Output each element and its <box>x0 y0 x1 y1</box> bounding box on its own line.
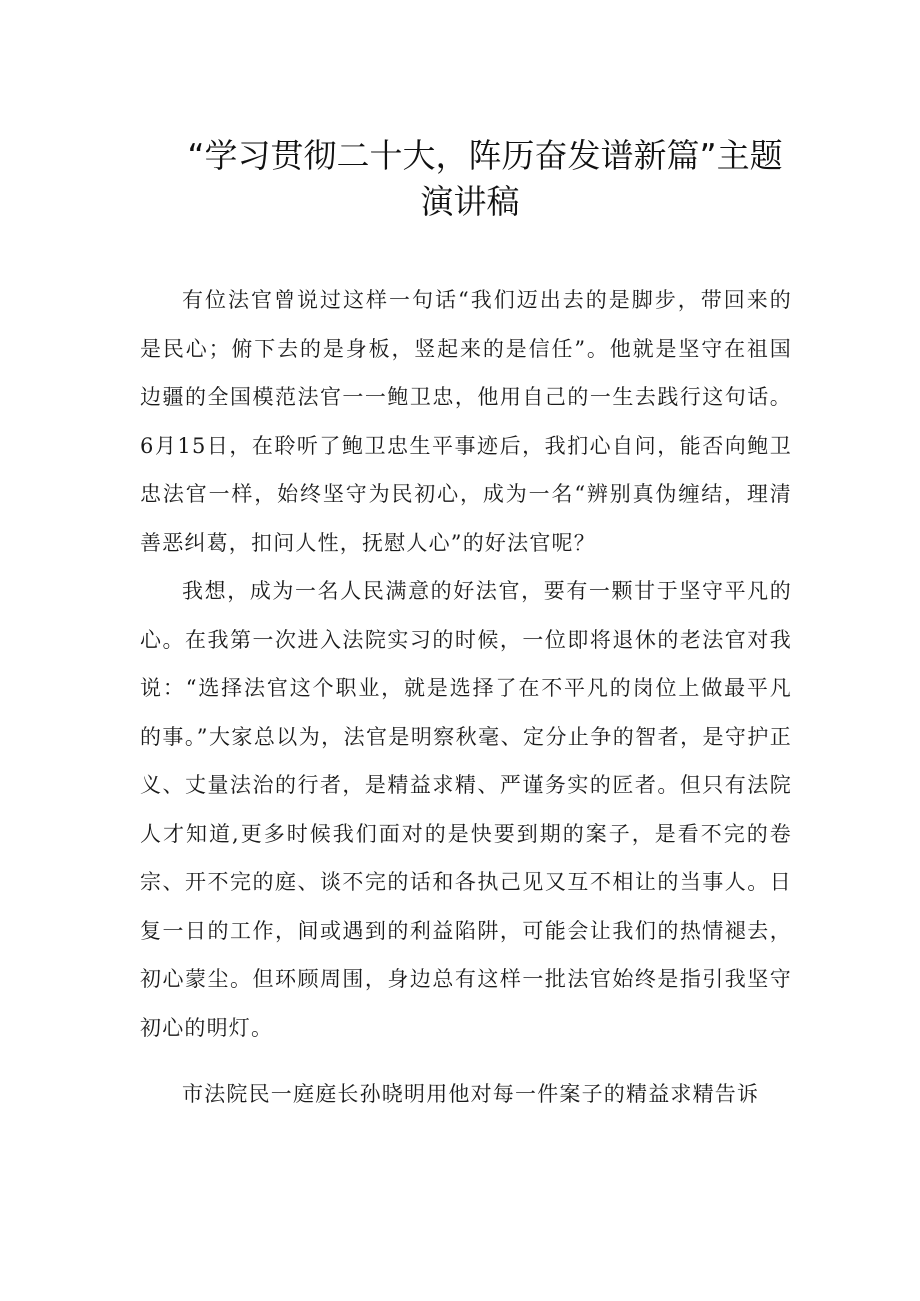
document-title <box>140 133 800 225</box>
paragraph-2: 我想，成为一名人民满意的好法官，要有一颗甘于坚守平凡的心。在我第一次进入法院实习的时候，一位即将退休的老法官对我说：“选择法官这个职业，就是选择了在不平凡的岗位上做最平凡的事。”大家总以为，法官是明察秋毫、定分止争的智者，是守护正义、丈量法治的行者，是精益求精、严谨务实的匠者。但只有法院人才知道,更多时候我们面对的是快要到期的案子，是看不完的卷宗、开不完的庭、谈不完的话和各执己见又互不相让的当事人。日复一日的工作，间或遇到的利益陷阱，可能会让我们的热情褪去，初心蒙尘。但环顾周围，身边总有这样一批法官始终是指引我坚守初心的明灯。 <box>140 579 792 1040</box>
paragraph-1: 有位法官曾说过这样一句话“我们迈出去的是脚步，带回来的是民心；俯下去的是身板，竖起来的是信任”。他就是坚守在祖国边疆的全国模范法官一一鲍卫忠，他用自己的一生去践行这句话。6月15日，在聆听了鲍卫忠生平事迹后，我扪心自问，能否向鲍卫忠法官一样，始终坚守为民初心，成为一名“辨别真伪缠结，理清善恶纠葛，扣问人性，抚慰人心”的好法官呢？ <box>140 288 792 555</box>
title-line-1: “学习贯彻二十大，阵历奋发谱新篇”主题 <box>187 136 783 175</box>
paragraph-3: 市法院民一庭庭长孙晓明用他对每一件案子的精益求精告诉 <box>182 1082 760 1106</box>
title-line-2: 演讲稿 <box>420 182 520 221</box>
